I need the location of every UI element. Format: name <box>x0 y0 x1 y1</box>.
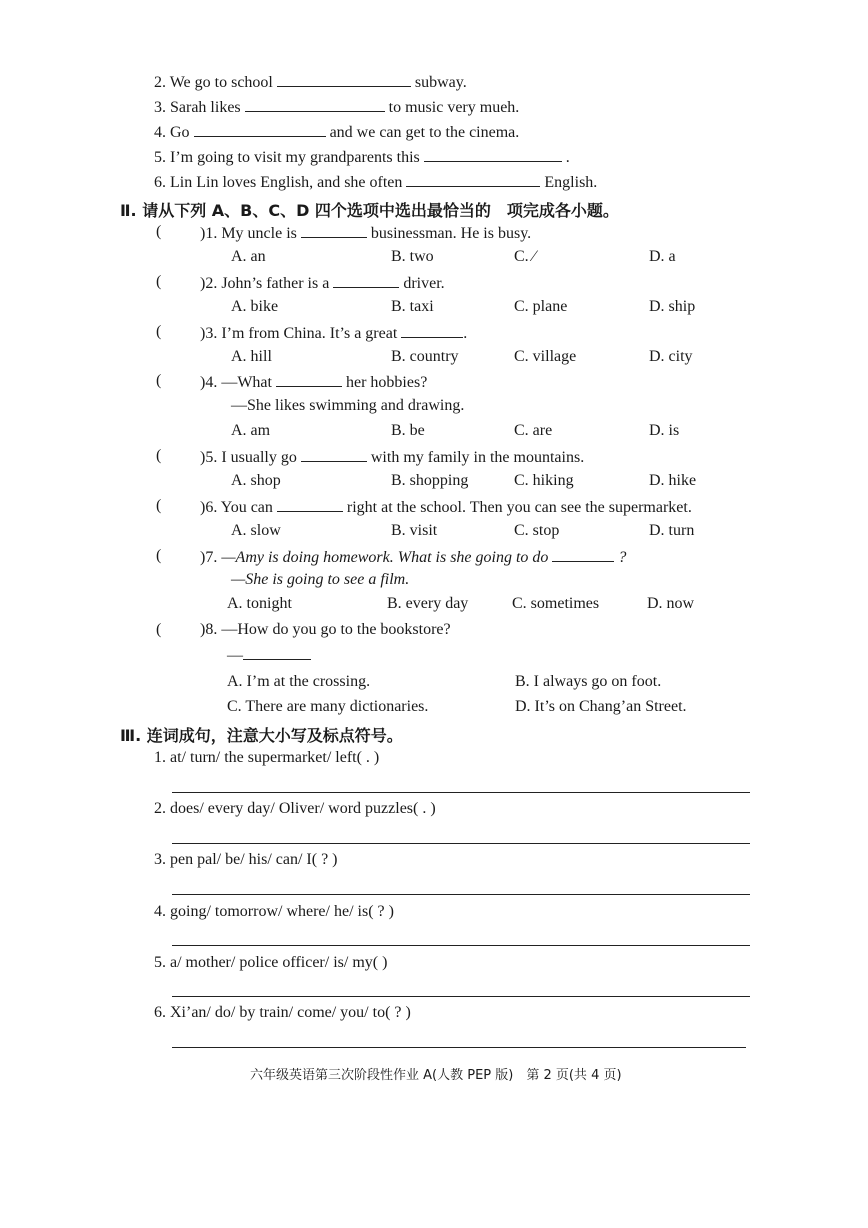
part1-item-6: 6. Lin Lin loves English, and she often English. <box>154 174 598 191</box>
option-a[interactable]: A. I’m at the crossing. <box>227 673 371 690</box>
option-c[interactable]: C. village <box>514 348 577 365</box>
answer-paren[interactable]: ( <box>156 223 162 240</box>
question-stem: )8. —How do you go to the bookstore? <box>200 621 451 638</box>
answer-blank <box>301 447 367 462</box>
sentence-prompt-3: 3. pen pal/ be/ his/ can/ I( ? ) <box>154 851 338 868</box>
question-stem: )5. I usually go with my family in the mountains. <box>200 449 585 466</box>
answer-paren[interactable]: ( <box>156 497 162 514</box>
option-a[interactable]: A. am <box>231 422 271 439</box>
answer-line[interactable] <box>172 1047 746 1048</box>
part1-item-4: 4. Go and we can get to the cinema. <box>154 124 520 141</box>
question-stem: )3. I’m from China. It’s a great . <box>200 325 468 342</box>
answer-blank <box>401 323 463 338</box>
question-stem: )4. —What her hobbies? <box>200 374 428 391</box>
question-stem: )1. My uncle is businessman. He is busy. <box>200 225 532 242</box>
answer-blank <box>333 273 399 288</box>
option-c[interactable]: C. sometimes <box>512 595 600 612</box>
question-stem: )7. —Amy is doing homework. What is she going to do ? <box>200 549 627 566</box>
option-a[interactable]: A. shop <box>231 472 281 489</box>
answer-blank[interactable] <box>406 172 540 187</box>
option-d[interactable]: D. hike <box>649 472 697 489</box>
option-c[interactable]: C. are <box>514 422 553 439</box>
option-c[interactable]: C. plane <box>514 298 568 315</box>
option-d[interactable]: D. is <box>649 422 680 439</box>
option-b[interactable]: B. be <box>391 422 425 439</box>
answer-blank[interactable] <box>194 122 326 137</box>
answer-blank <box>301 223 367 238</box>
option-d[interactable]: D. now <box>647 595 695 612</box>
option-b[interactable]: B. shopping <box>391 472 469 489</box>
option-b[interactable]: B. I always go on foot. <box>515 673 662 690</box>
answer-line[interactable] <box>172 792 750 793</box>
answer-blank[interactable] <box>277 72 411 87</box>
option-d[interactable]: D. turn <box>649 522 695 539</box>
option-c[interactable]: C. ∕ <box>514 248 536 265</box>
answer-paren[interactable]: ( <box>156 273 162 290</box>
part1-item-5: 5. I’m going to visit my grandparents this . <box>154 149 570 166</box>
answer-paren[interactable]: ( <box>156 547 162 564</box>
option-a[interactable]: A. an <box>231 248 266 265</box>
answer-paren[interactable]: ( <box>156 323 162 340</box>
part3-heading: Ⅲ. 连词成句，注意大小写及标点符号。 <box>120 726 403 745</box>
question-stem: )6. You can right at the school. Then you can see the supermarket. <box>200 499 692 516</box>
answer-paren[interactable]: ( <box>156 447 162 464</box>
sentence-prompt-2: 2. does/ every day/ Oliver/ word puzzles( . ) <box>154 800 436 817</box>
sentence-prompt-1: 1. at/ turn/ the supermarket/ left( . ) <box>154 749 380 766</box>
answer-line[interactable] <box>172 843 750 844</box>
option-a[interactable]: A. hill <box>231 348 272 365</box>
answer-line[interactable] <box>172 945 750 946</box>
option-a[interactable]: A. bike <box>231 298 279 315</box>
option-c[interactable]: C. hiking <box>514 472 574 489</box>
option-d[interactable]: D. a <box>649 248 676 265</box>
sentence-prompt-4: 4. going/ tomorrow/ where/ he/ is( ? ) <box>154 903 394 920</box>
option-b[interactable]: B. country <box>391 348 459 365</box>
part2-heading: Ⅱ. 请从下列 A、B、C、D 四个选项中选出最恰当的 项完成各小题。 <box>120 201 619 220</box>
part1-item-2: 2. We go to school subway. <box>154 74 467 91</box>
option-c[interactable]: C. There are many dictionaries. <box>227 698 429 715</box>
answer-line[interactable] <box>172 894 750 895</box>
option-a[interactable]: A. tonight <box>227 595 292 612</box>
option-d[interactable]: D. city <box>649 348 693 365</box>
answer-blank[interactable] <box>424 147 562 162</box>
question-dialog-line: —She is going to see a film. <box>231 571 410 588</box>
answer-blank[interactable] <box>243 645 311 660</box>
option-c[interactable]: C. stop <box>514 522 560 539</box>
option-b[interactable]: B. visit <box>391 522 438 539</box>
answer-blank <box>277 497 343 512</box>
question-dialog-line: — <box>227 645 311 665</box>
answer-line[interactable] <box>172 996 750 997</box>
question-stem: )2. John’s father is a driver. <box>200 275 445 292</box>
answer-blank <box>552 547 614 562</box>
page-footer: 六年级英语第三次阶段性作业 A(人教 PEP 版) 第 2 页(共 4 页) <box>250 1068 622 1083</box>
sentence-prompt-6: 6. Xi’an/ do/ by train/ come/ you/ to( ? ) <box>154 1004 411 1021</box>
option-b[interactable]: B. taxi <box>391 298 434 315</box>
option-d[interactable]: D. ship <box>649 298 696 315</box>
sentence-prompt-5: 5. a/ mother/ police officer/ is/ my( ) <box>154 954 388 971</box>
answer-blank <box>276 372 342 387</box>
option-b[interactable]: B. every day <box>387 595 469 612</box>
question-dialog-line: —She likes swimming and drawing. <box>231 397 465 414</box>
option-d[interactable]: D. It’s on Chang’an Street. <box>515 698 687 715</box>
option-a[interactable]: A. slow <box>231 522 281 539</box>
answer-paren[interactable]: ( <box>156 372 162 389</box>
option-b[interactable]: B. two <box>391 248 434 265</box>
part1-item-3: 3. Sarah likes to music very mueh. <box>154 99 520 116</box>
answer-blank[interactable] <box>245 97 385 112</box>
answer-paren[interactable]: ( <box>156 621 162 638</box>
